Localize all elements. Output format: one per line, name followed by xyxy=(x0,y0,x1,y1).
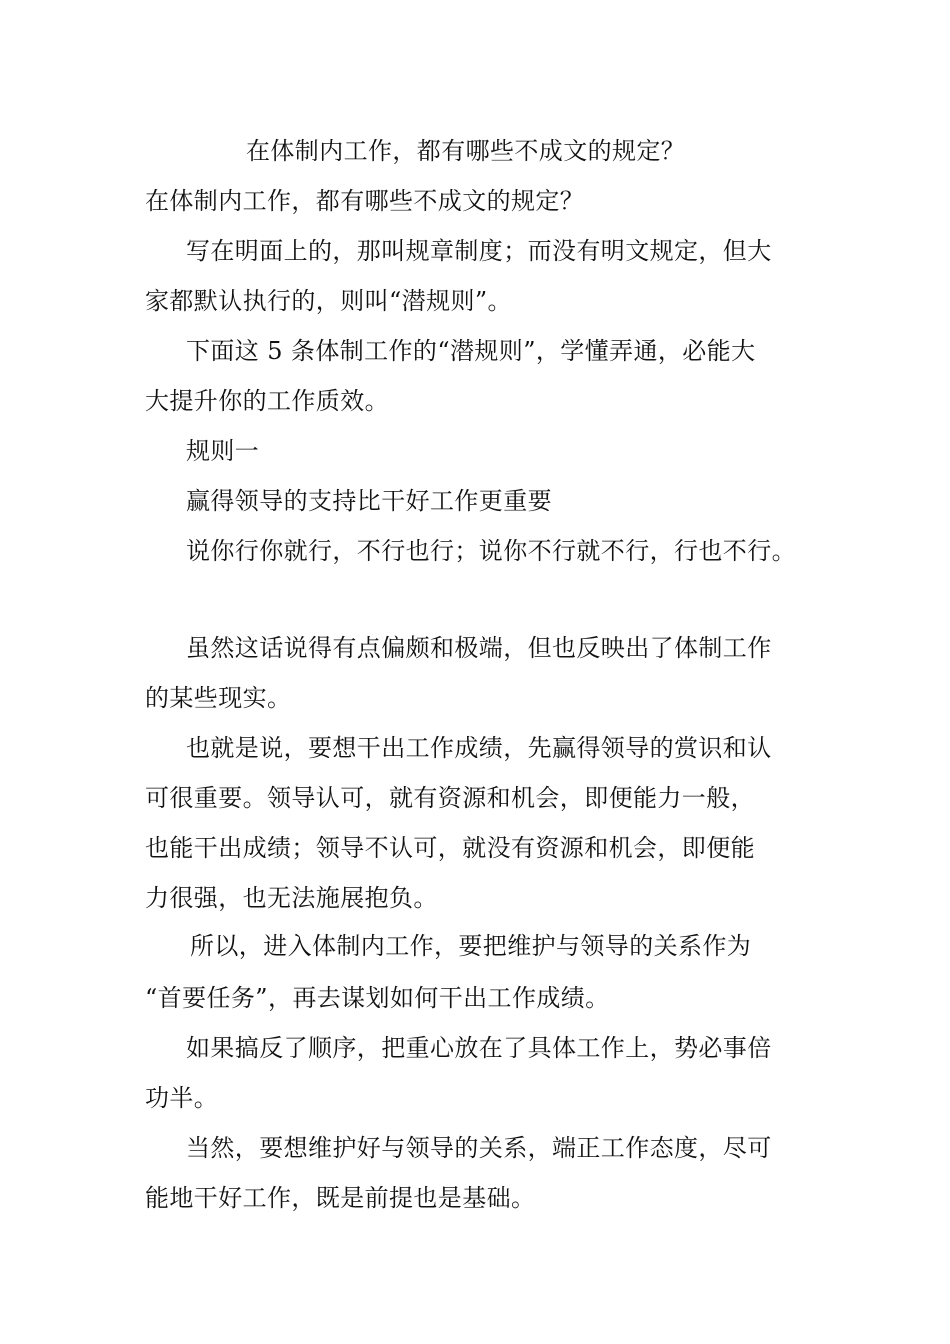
section-subheading: 赢得领导的支持比干好工作更重要 xyxy=(186,487,552,515)
document-line: 也能干出成绩；领导不认可，就没有资源和机会，即便能 xyxy=(145,834,755,862)
document-line: 说你行你就行，不行也行；说你不行就不行，行也不行。 xyxy=(186,537,796,565)
section-heading: 规则一 xyxy=(186,437,260,465)
document-line: 虽然这话说得有点偏颇和极端，但也反映出了体制工作 xyxy=(186,634,772,662)
document-line: 在体制内工作，都有哪些不成文的规定？ xyxy=(145,187,585,215)
document-line: “首要任务”，再去谋划如何干出工作成绩。 xyxy=(145,984,610,1012)
document-line: 写在明面上的，那叫规章制度；而没有明文规定，但大 xyxy=(186,237,772,265)
document-line: 可很重要。领导认可，就有资源和机会，即便能力一般， xyxy=(145,784,755,812)
document-title: 在体制内工作，都有哪些不成文的规定？ xyxy=(246,137,686,165)
document-line: 如果搞反了顺序，把重心放在了具体工作上，势必事倍 xyxy=(186,1034,772,1062)
document-line: 力很强，也无法施展抱负。 xyxy=(145,884,438,912)
document-line: 也就是说，要想干出工作成绩，先赢得领导的赏识和认 xyxy=(186,734,772,762)
document-line: 家都默认执行的，则叫“潜规则”。 xyxy=(145,287,512,315)
document-line: 下面这 5 条体制工作的“潜规则”，学懂弄通，必能大 xyxy=(186,337,756,365)
document-line: 当然，要想维护好与领导的关系，端正工作态度，尽可 xyxy=(186,1134,772,1162)
document-line: 的某些现实。 xyxy=(145,684,292,712)
document-line: 大提升你的工作质效。 xyxy=(145,387,389,415)
document-line: 能地干好工作，既是前提也是基础。 xyxy=(145,1184,536,1212)
document-line: 所以，进入体制内工作，要把维护与领导的关系作为 xyxy=(190,932,752,960)
document-line: 功半。 xyxy=(145,1084,219,1112)
